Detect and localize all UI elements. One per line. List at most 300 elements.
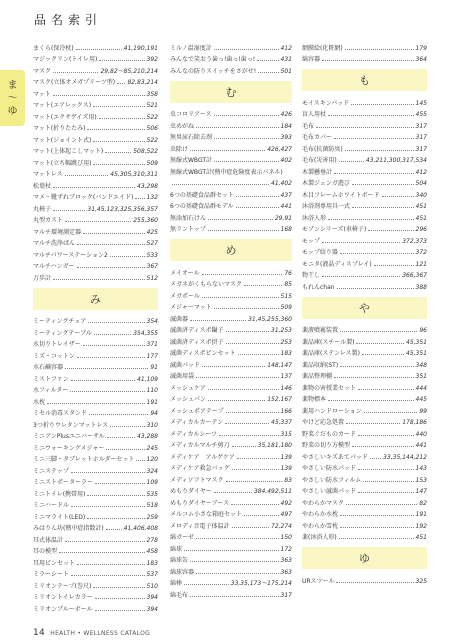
entry-pages: 412 xyxy=(415,168,427,176)
entry-pages: 317 xyxy=(280,591,292,599)
dot-leader xyxy=(226,412,279,413)
entry-pages: 492 xyxy=(280,499,292,507)
entry-name: ミニストポーターラー xyxy=(33,479,94,486)
entry-name: 木目フレームホワイトボード xyxy=(302,191,380,199)
entry-pages: 366,367 xyxy=(402,272,427,279)
dot-leader xyxy=(59,552,145,553)
index-entry xyxy=(33,417,158,429)
entry-name: 6つの基礎食品群モデル xyxy=(170,203,234,210)
entry-pages: 367 xyxy=(146,263,158,270)
entry-pages: 94 xyxy=(150,410,158,417)
entry-pages: 183 xyxy=(280,350,292,357)
entry-pages: 384,492,511 xyxy=(253,488,292,495)
entry-pages: 426 xyxy=(280,111,292,118)
index-entry xyxy=(170,472,292,484)
dot-leader xyxy=(316,127,414,128)
index-entry xyxy=(170,553,292,565)
entry-pages: 139 xyxy=(280,465,292,472)
entry-name: 耳の模型 xyxy=(33,548,58,555)
entry-pages: 324 xyxy=(146,467,158,475)
dot-leader xyxy=(374,265,414,266)
entry-pages: 43,298 xyxy=(137,182,158,190)
entry-name: 薬物の害授業セット xyxy=(302,384,357,392)
entry-name: 網膜絵(化粧網) xyxy=(302,44,343,52)
index-entry xyxy=(33,406,158,418)
entry-pages: 325 xyxy=(415,577,427,585)
index-entry xyxy=(302,573,427,585)
dot-leader xyxy=(93,164,144,165)
index-entry xyxy=(33,498,158,510)
entry-pages: 504 xyxy=(415,180,427,187)
index-entry xyxy=(170,277,292,289)
index-entry xyxy=(170,587,292,599)
dot-leader xyxy=(337,288,414,289)
dot-leader xyxy=(184,584,229,585)
dot-leader xyxy=(190,596,279,597)
index-entry xyxy=(33,155,158,167)
dot-leader xyxy=(95,483,145,484)
index-entry xyxy=(170,392,292,404)
entry-pages: 364 xyxy=(415,56,427,63)
index-entry xyxy=(33,475,158,487)
entry-name: ミニ三脚・タブレットホルダーセット xyxy=(33,456,135,463)
index-entry xyxy=(33,201,158,213)
index-entry xyxy=(170,210,292,222)
index-entry xyxy=(302,199,427,211)
dot-leader xyxy=(340,253,414,254)
index-entry xyxy=(170,199,292,211)
index-section-heading: め xyxy=(170,239,292,261)
entry-name: 綿球缶 xyxy=(170,557,189,564)
dot-leader xyxy=(184,550,279,551)
dot-leader xyxy=(106,449,144,450)
entry-pages: 393 xyxy=(280,134,292,141)
dot-leader xyxy=(244,285,282,286)
entry-pages: 372,373 xyxy=(402,237,427,245)
dot-leader xyxy=(71,506,145,507)
entry-pages: 192 xyxy=(415,522,427,530)
entry-name: やけど応急処置 xyxy=(302,419,345,426)
entry-pages: 137 xyxy=(280,373,292,380)
dot-leader xyxy=(226,343,279,344)
entry-name: メディカルシーツ xyxy=(170,430,218,438)
index-entry xyxy=(170,346,292,358)
dot-leader xyxy=(93,141,144,142)
entry-name: 毛布(抗菌防臭) xyxy=(302,145,343,153)
index-entry xyxy=(170,300,292,312)
entry-name: 滅菌ディスポピンセット xyxy=(170,350,236,357)
index-entry xyxy=(33,360,158,372)
index-entry xyxy=(170,507,292,519)
index-column-2 xyxy=(170,40,292,599)
dot-leader xyxy=(93,587,144,588)
dot-leader xyxy=(190,320,246,321)
index-entry xyxy=(302,461,427,473)
index-entry xyxy=(33,567,158,579)
dot-leader xyxy=(95,598,145,599)
entry-pages: 184 xyxy=(280,122,292,130)
entry-pages: 315 xyxy=(280,430,292,438)
index-entry xyxy=(170,518,292,530)
entry-pages: 278 xyxy=(146,536,158,544)
entry-pages: 451 xyxy=(415,214,427,222)
dot-leader xyxy=(236,196,279,197)
entry-pages: 41,402 xyxy=(271,180,292,187)
index-entry xyxy=(33,601,158,613)
entry-name: 綿球容器 xyxy=(170,568,195,576)
index-entry xyxy=(170,541,292,553)
index-entry xyxy=(170,334,292,346)
entry-pages: 296 xyxy=(415,226,427,233)
entry-pages: 132 xyxy=(146,194,158,201)
index-entry xyxy=(170,438,292,450)
entry-pages: 183 xyxy=(146,559,158,567)
index-entry xyxy=(170,530,292,542)
index-entry xyxy=(33,144,158,156)
entry-pages: 392 xyxy=(146,56,158,63)
entry-name: マルチ環境測定器 xyxy=(33,228,82,236)
index-entry xyxy=(170,40,292,52)
index-entry xyxy=(170,415,292,427)
entry-pages: 425 xyxy=(146,228,158,236)
dot-leader xyxy=(47,403,145,404)
dot-leader xyxy=(71,472,145,473)
index-entry xyxy=(33,348,158,360)
entry-name: マルチ洗浄ばん xyxy=(33,240,76,247)
dot-leader xyxy=(53,210,85,211)
entry-pages: 145 xyxy=(415,99,427,107)
index-entry xyxy=(302,279,427,291)
index-entry xyxy=(33,429,158,441)
entry-name: メジャーマット xyxy=(170,304,212,311)
dot-leader xyxy=(370,458,381,459)
dot-leader xyxy=(340,515,414,516)
entry-pages: 431 xyxy=(280,56,292,63)
entry-name: マルチハンガー xyxy=(33,263,75,270)
dot-leader xyxy=(94,334,131,335)
entry-name: ミニステップ xyxy=(33,467,69,475)
entry-name: 丸型カスト xyxy=(33,217,64,224)
dot-leader xyxy=(208,230,279,231)
entry-name: 綿ガーゼ xyxy=(170,534,194,541)
index-entry xyxy=(302,369,427,381)
dot-leader xyxy=(117,83,125,84)
index-entry xyxy=(170,380,292,392)
dot-leader xyxy=(351,104,413,105)
entry-name: モニタ(液晶ディスプレイ) xyxy=(302,260,372,268)
dot-leader xyxy=(214,492,252,493)
entry-pages: 441 xyxy=(415,442,427,449)
entry-pages: 348 xyxy=(415,361,427,369)
entry-pages: 402 xyxy=(280,157,292,164)
entry-name: やさしい防水フィルム xyxy=(302,476,362,484)
entry-name: 虫除け xyxy=(170,145,189,153)
index-entry xyxy=(33,190,158,202)
entry-pages: 518 xyxy=(146,502,158,509)
dot-leader xyxy=(196,573,279,574)
index-entry xyxy=(33,590,158,602)
entry-name: 水フィルター xyxy=(33,387,69,394)
entry-name: 薬品庫(スチール製) xyxy=(302,338,355,346)
entry-name: 沐浴人形 xyxy=(302,214,327,222)
dot-leader xyxy=(87,129,144,130)
dot-leader xyxy=(328,219,414,220)
dot-leader xyxy=(172,184,269,185)
dot-leader xyxy=(368,230,413,231)
entry-name: 沐浴剤専用具一式 xyxy=(302,203,351,210)
index-entry xyxy=(302,495,427,507)
dot-leader xyxy=(110,426,144,427)
entry-name: 薬品収納(ST) xyxy=(302,361,339,369)
entry-name: やさしい防水パッド xyxy=(302,465,357,472)
index-section-heading: や xyxy=(302,297,427,319)
entry-name: めもりダイヤーブース xyxy=(170,499,230,507)
entry-name: モイスキンパッド xyxy=(302,99,350,107)
entry-pages: 510 xyxy=(146,582,158,590)
index-entry xyxy=(170,153,292,165)
entry-pages: 445 xyxy=(415,396,427,403)
entry-pages: 191 xyxy=(415,511,427,518)
entry-name: 野菜ぐだものカード xyxy=(302,430,357,438)
dot-leader xyxy=(258,72,278,73)
entry-name: 無リントップ xyxy=(170,226,206,233)
entry-name: やわらか水枕 xyxy=(302,511,339,518)
entry-pages: 440 xyxy=(415,430,427,438)
index-entry xyxy=(170,265,292,277)
entry-name: ミリオンブルーボール xyxy=(33,605,93,613)
entry-pages: 509 xyxy=(280,304,292,311)
dot-leader xyxy=(53,187,135,188)
entry-name: 水石鹸容器 xyxy=(33,364,64,371)
index-entry xyxy=(302,141,427,153)
dot-leader xyxy=(339,538,414,539)
entry-name: めもりダイヤー xyxy=(170,488,212,495)
dot-leader xyxy=(107,437,135,438)
entry-pages: 501 xyxy=(280,67,292,75)
index-entry xyxy=(33,578,158,590)
dot-leader xyxy=(362,354,404,355)
index-entry xyxy=(302,449,427,461)
index-entry xyxy=(170,426,292,438)
index-entry xyxy=(33,440,158,452)
entry-pages: 139 xyxy=(280,453,292,461)
dot-leader xyxy=(214,161,279,162)
index-section-heading: も xyxy=(302,69,427,91)
entry-name: メッシュケア xyxy=(170,384,206,392)
entry-name: ミリオントイレカラー xyxy=(33,594,93,601)
entry-pages: 255,360 xyxy=(133,217,158,224)
entry-pages: 372 xyxy=(415,249,427,256)
page-title: 品名索引 xyxy=(34,13,103,27)
entry-pages: 177 xyxy=(146,352,158,360)
entry-pages: 83 xyxy=(284,476,292,484)
entry-name: 水切りトレイザー xyxy=(33,341,81,348)
entry-name: モップ xyxy=(302,237,320,245)
dot-leader xyxy=(352,446,414,447)
index-entry xyxy=(33,314,158,326)
entry-pages: 172 xyxy=(280,545,292,553)
index-entry xyxy=(302,518,427,530)
entry-pages: 363 xyxy=(280,557,292,564)
index-entry xyxy=(170,52,292,64)
index-entry xyxy=(302,210,427,222)
index-entry xyxy=(302,176,427,188)
entry-name: ミズ・コットン xyxy=(33,352,75,360)
entry-pages: 31,45,123,325,356,357 xyxy=(87,205,158,213)
dot-leader xyxy=(99,118,145,119)
entry-name: みんなの防りスイッチをさがせ! xyxy=(170,67,257,75)
entry-name: ミセル消毒スタンド xyxy=(33,410,88,417)
dot-leader xyxy=(358,389,414,390)
entry-name: 薬品庫(ステンレス製) xyxy=(302,350,360,357)
entry-pages: 515 xyxy=(280,292,292,300)
dot-leader xyxy=(231,504,278,505)
entry-name: 毛布 xyxy=(302,122,315,130)
index-entry xyxy=(302,530,427,542)
entry-name: 滅菌器 xyxy=(170,315,189,323)
entry-pages: 153 xyxy=(415,476,427,484)
index-range-tab xyxy=(0,70,25,126)
index-entry xyxy=(33,325,158,337)
entry-pages: 120 xyxy=(146,456,158,463)
index-entry xyxy=(302,346,427,358)
dot-leader xyxy=(65,541,145,542)
entry-name: 耳用ピンセット xyxy=(33,559,76,567)
index-entry xyxy=(302,334,427,346)
index-entry xyxy=(302,484,427,496)
index-entry xyxy=(170,164,292,176)
entry-pages: 29,91 xyxy=(274,214,292,222)
page-footer xyxy=(33,628,150,638)
dot-leader xyxy=(352,184,414,185)
index-entry xyxy=(33,371,158,383)
dot-leader xyxy=(99,60,144,61)
dot-leader xyxy=(214,49,279,50)
dot-leader xyxy=(345,150,414,151)
index-entry xyxy=(33,40,158,52)
entry-name: 物干し xyxy=(302,272,321,279)
dot-leader xyxy=(214,308,279,309)
entry-pages: 317 xyxy=(415,134,427,141)
index-entry xyxy=(302,256,427,268)
entry-pages: 354 xyxy=(146,318,158,325)
entry-name: メルコム小さな箱庭セット xyxy=(170,511,243,518)
entry-name: 盲人用杖 xyxy=(302,111,327,118)
index-entry xyxy=(33,337,158,349)
entry-pages: 340 xyxy=(415,191,427,199)
index-section-heading: み xyxy=(33,288,158,310)
entry-name: マスク xyxy=(33,67,52,75)
index-entry xyxy=(302,222,427,234)
entry-pages: 41,190,191 xyxy=(123,44,158,52)
index-entry xyxy=(170,564,292,576)
entry-name: マメ・靴ずれブロック(バンドエイド) xyxy=(33,194,134,201)
dot-leader xyxy=(346,423,400,424)
index-entry xyxy=(170,484,292,496)
entry-name: メガポール xyxy=(170,292,200,300)
entry-pages: 43,211,300,317,534 xyxy=(365,157,427,164)
index-section-heading: む xyxy=(170,81,292,103)
dot-leader xyxy=(328,400,414,401)
dot-leader xyxy=(219,435,278,436)
entry-pages: 35,181,180 xyxy=(257,442,292,449)
entry-name: メディカルカーテン xyxy=(170,419,224,426)
dot-leader xyxy=(352,207,414,208)
entry-name: 万歩計 xyxy=(33,274,52,282)
index-entry xyxy=(33,121,158,133)
entry-name: 虫コロリアース xyxy=(170,111,212,118)
dot-leader xyxy=(340,366,413,367)
entry-name: 薬物標本 xyxy=(302,396,327,403)
dot-leader xyxy=(322,242,400,243)
entry-pages: 45,351 xyxy=(406,338,427,346)
index-entry xyxy=(33,486,158,498)
dot-leader xyxy=(77,267,145,268)
entry-name: URスツール xyxy=(302,577,335,585)
entry-name: マット(折りたたみ) xyxy=(33,125,86,132)
entry-name: やさしいキズあてパッド xyxy=(302,453,368,461)
entry-pages: 394 xyxy=(146,605,158,613)
dot-leader xyxy=(358,469,414,470)
entry-pages: 537 xyxy=(146,571,158,578)
index-entry xyxy=(170,118,292,130)
entry-pages: 317 xyxy=(415,122,427,130)
entry-pages: 150 xyxy=(280,534,292,541)
index-entry xyxy=(170,63,292,75)
entry-pages: 388 xyxy=(415,283,427,291)
entry-name: 毛布(災害用) xyxy=(302,157,337,164)
index-entry xyxy=(302,438,427,450)
entry-name: ミリオンテープ(巻尺) xyxy=(33,582,92,590)
entry-name: ミニアンPlusユニバーサル xyxy=(33,433,105,440)
entry-pages: 45,337 xyxy=(271,419,292,426)
entry-pages: 121 xyxy=(415,260,427,268)
index-entry xyxy=(33,383,158,395)
entry-pages: 33,35,173〜175,214 xyxy=(230,580,292,587)
index-entry xyxy=(33,452,158,464)
entry-name: マット(エアレックス) xyxy=(33,102,92,109)
entry-pages: 535 xyxy=(146,490,158,498)
entry-name: 綿球 xyxy=(170,545,183,553)
entry-name: ミーティングチェア xyxy=(33,318,87,325)
entry-pages: 394 xyxy=(146,594,158,601)
entry-pages: 91 xyxy=(150,364,158,371)
entry-name: やさしい滅菌パッド xyxy=(302,488,357,495)
index-entry xyxy=(170,130,292,142)
dot-leader xyxy=(65,368,148,369)
entry-pages: 99 xyxy=(419,407,427,415)
dot-leader xyxy=(214,138,279,139)
entry-pages: 166 xyxy=(280,407,292,415)
entry-pages: 110 xyxy=(146,387,158,394)
index-entry xyxy=(302,95,427,107)
entry-name: ミニハードル xyxy=(33,502,70,509)
index-entry xyxy=(170,461,292,473)
entry-pages: 451 xyxy=(415,534,427,541)
dot-leader xyxy=(232,446,256,447)
entry-name: 滅菌済ディスポ鑷子 xyxy=(170,327,224,334)
dot-leader xyxy=(135,198,144,199)
index-entry xyxy=(302,118,427,130)
index-entry xyxy=(33,394,158,406)
entry-name: マット xyxy=(33,90,51,98)
dot-leader xyxy=(95,610,145,611)
entry-pages: 412 xyxy=(280,44,292,52)
dot-leader xyxy=(358,492,414,493)
dot-leader xyxy=(89,414,148,415)
dot-leader xyxy=(106,529,122,530)
index-entry xyxy=(302,507,427,519)
